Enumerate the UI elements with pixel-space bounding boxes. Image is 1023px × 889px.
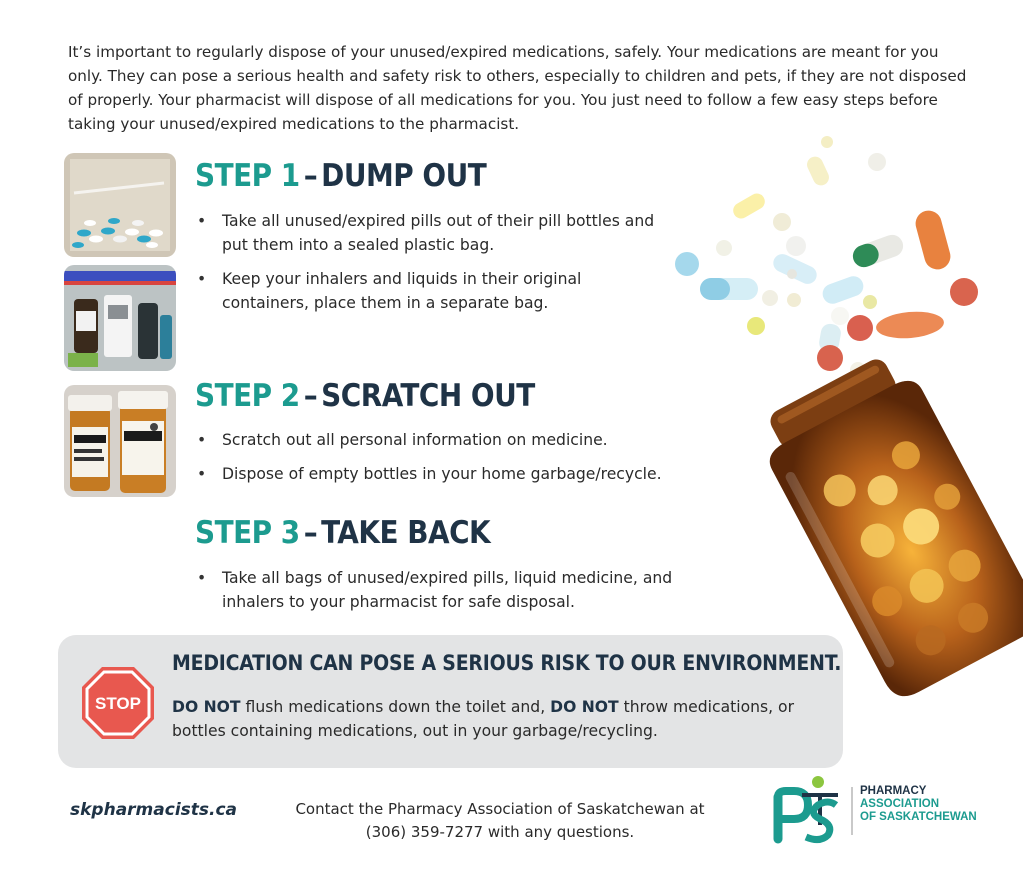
contact-line-2: (306) 359-7277 with any questions.	[365, 823, 635, 841]
warning-title: MEDICATION CAN POSE A SERIOUS RISK TO OUR ENVIRONMENT.	[172, 651, 842, 675]
website-link[interactable]: skpharmacists.ca	[70, 800, 238, 820]
pharmacy-association-logo	[772, 775, 844, 845]
logo-divider	[851, 787, 853, 835]
logo-text	[860, 785, 977, 824]
step-2-bullet-2: • Dispose of empty bottles in your home garbage/recycle.	[195, 462, 715, 486]
step-3-bullet-1: • Take all bags of unused/expired pills, liquid medicine, and inhalers to your pharmacist for safe disposal.	[195, 566, 675, 614]
pills-and-bottle-illustration	[672, 130, 1023, 700]
step-2-title: STEP 2 – SCRATCH OUT	[195, 378, 535, 414]
step-2-number: STEP 2	[195, 378, 300, 414]
step-1-number: STEP 1	[195, 158, 300, 194]
photo-scratched-bottles	[64, 385, 176, 497]
environment-warning-panel	[58, 635, 843, 768]
intro-paragraph: It’s important to regularly dispose of your unused/expired medications, safely. Your medications are meant for you only. They can pose a serious health and safety risk to others, especially to children and pets, if they are not disposed of properly. Your pharmacist will dispose of all medications for you. You just need to follow a few easy steps before taking your unused/expired medications to the pharmacist.	[68, 43, 967, 133]
logo-text-line-3: OF SASKATCHEWAN	[860, 811, 977, 823]
step-1-title: STEP 1 – DUMP OUT	[195, 158, 487, 194]
step-1-list	[195, 209, 665, 325]
step-2-list	[195, 428, 715, 496]
step-1-bullet-2: • Keep your inhalers and liquids in their original containers, place them in a separate bag.	[195, 267, 665, 315]
do-not-label-1: DO NOT	[172, 698, 241, 716]
step-3-number: STEP 3	[195, 515, 300, 551]
contact-info	[280, 798, 720, 844]
contact-line-1: Contact the Pharmacy Association of Saskatchewan at	[295, 800, 705, 818]
step-3-list	[195, 566, 675, 624]
stop-sign-icon	[80, 665, 156, 741]
warning-text-part-2: throw medications, or bottles containing medications, out in your garbage/recycling.	[172, 698, 794, 740]
warning-text	[172, 695, 832, 743]
logo-text-line-1: PHARMACY	[860, 785, 927, 797]
step-1-name: DUMP OUT	[321, 158, 487, 194]
photo-inhalers-liquids-bag	[64, 265, 176, 371]
photo-pills-in-bag	[64, 153, 176, 257]
step-2-name: SCRATCH OUT	[321, 378, 535, 414]
step-3-title: STEP 3 – TAKE BACK	[195, 515, 491, 551]
do-not-label-2: DO NOT	[550, 698, 619, 716]
step-1-bullet-1: • Take all unused/expired pills out of their pill bottles and put them into a sealed plastic bag.	[195, 209, 665, 257]
stop-sign-label: STOP	[95, 694, 141, 713]
step-2-bullet-1: • Scratch out all personal information on medicine.	[195, 428, 715, 452]
warning-text-part-1: flush medications down the toilet and,	[240, 698, 551, 716]
step-3-name: TAKE BACK	[321, 515, 491, 551]
logo-text-line-2: ASSOCIATION	[860, 798, 940, 810]
